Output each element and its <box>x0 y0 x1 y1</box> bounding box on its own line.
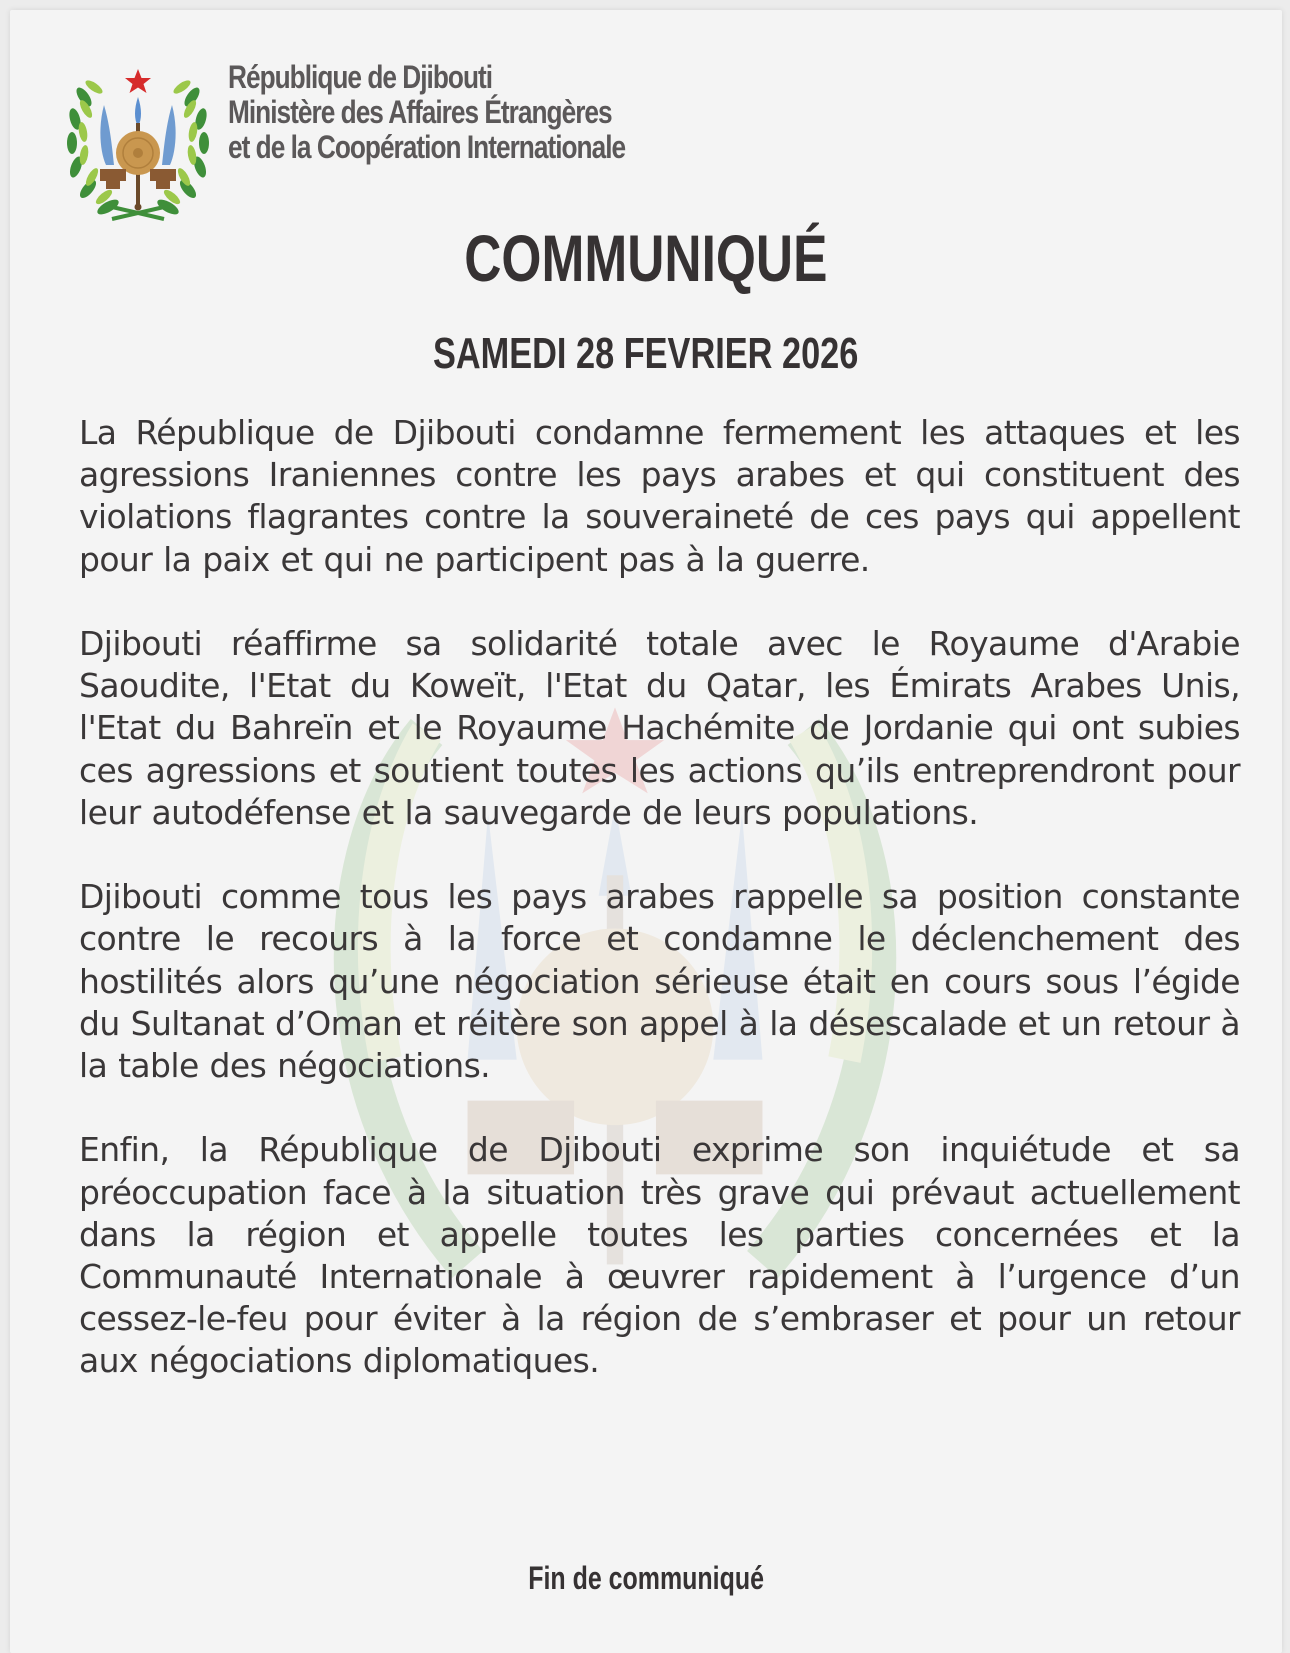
closing-text: Fin de communiqué <box>528 1560 764 1596</box>
communique-page <box>10 10 1282 1653</box>
date-text: SAMEDI 28 FEVRIER 2026 <box>433 329 859 378</box>
djibouti-coat-of-arms-icon <box>62 57 214 223</box>
document-date <box>10 328 1282 380</box>
title-text: COMMUNIQUÉ <box>464 221 828 295</box>
ministry-line-country: République de Djibouti <box>228 59 493 95</box>
ministry-line-cooperation: et de la Coopération Internationale <box>228 129 626 165</box>
paragraph-concern: Enfin, la République de Djibouti exprime son inquiétude et sa préoccupation face à la situation très grave qui prévaut actuellement dans la région et appelle toutes les parties concernées et la Communauté Internationale à œuvrer rapidement à l’urgence d’un cessez-le-feu pour éviter à la région de s’embraser et pour un retour aux négociations diplomatiques. <box>79 1130 1240 1381</box>
ministry-line-ministry: Ministère des Affaires Étrangères <box>228 94 612 130</box>
closing-note <box>10 1558 1282 1598</box>
ministry-header <box>228 60 625 165</box>
paragraph-solidarity: Djibouti réaffirme sa solidarité totale avec le Royaume d'Arabie Saoudite, l'Etat du Koweït, l'Etat du Qatar, les Émirats Arabes Unis, l'Etat du Bahreïn et le Royaume Hachémite de Jordanie qui ont subies ces agressions et soutient toutes les actions qu’ils entreprendront pour leur autodéfense et la sauvegarde de leurs populations. <box>79 624 1240 832</box>
paragraph-condemnation: La République de Djibouti condamne fermement les attaques et les agressions Iraniennes contre les pays arabes et qui constituent des violations flagrantes contre la souveraineté de ces pays qui appellent pour la paix et qui ne participent pas à la guerre. <box>79 413 1240 579</box>
paragraph-position: Djibouti comme tous les pays arabes rappelle sa position constante contre le recours à la force et condamne le déclenchement des hostilités alors qu’une négociation sérieuse était en cours sous l’égide du Sultanat d’Oman et réitère son appel à la désescalade et un retour à la table des négociations. <box>79 877 1240 1086</box>
communique-body <box>79 412 1240 1425</box>
page-title <box>10 222 1282 294</box>
